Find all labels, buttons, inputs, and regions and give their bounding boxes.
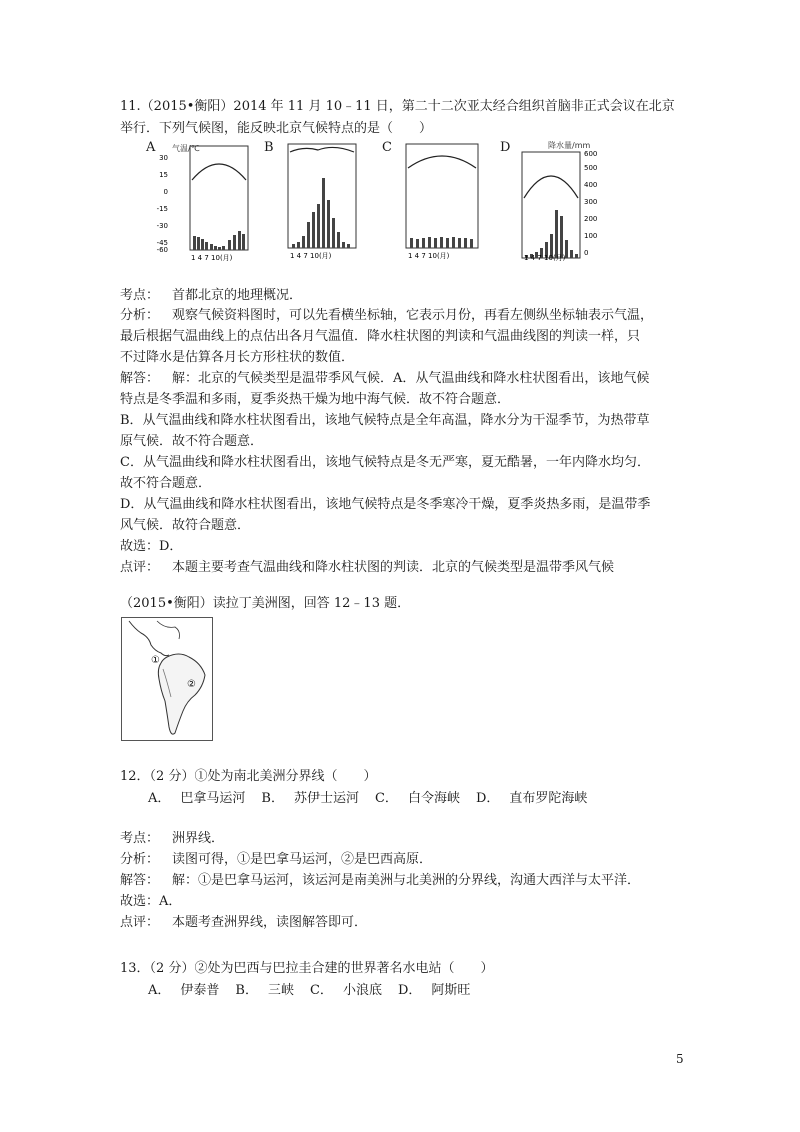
- chart-d-ytick: 300: [584, 198, 598, 206]
- q13-option-b-letter: B．: [235, 983, 258, 998]
- chart-d-ytick: 100: [584, 232, 598, 240]
- climate-chart-c-graphic: [382, 140, 492, 262]
- q11-kaodian: [120, 288, 302, 304]
- q13-options: [148, 983, 486, 999]
- q11-jieda-line3: B．从气温曲线和降水柱状图看出，该地气候特点是全年高温，降水分为干湿季节，为热带草: [120, 413, 650, 428]
- climate-chart-d: [500, 140, 612, 262]
- chart-d-ytick: 200: [584, 215, 598, 223]
- kaodian-label: 考点：: [120, 288, 160, 303]
- fenxi-text: 观察气候资料图时，可以先看横坐标轴，它表示月份，再看左侧纵坐标轴表示气温，: [172, 308, 654, 323]
- dianping-label: 点评：: [120, 560, 160, 575]
- q12-option-b[interactable]: [261, 791, 359, 807]
- chart-b-bars: [292, 178, 350, 248]
- q11-fenxi-line3: 不过降水是估算各月长方形柱状的数值．: [120, 350, 355, 365]
- option-letter-d: D: [500, 140, 511, 155]
- q12-option-b-text: 苏伊士运河: [293, 791, 359, 806]
- climate-chart-c: [382, 140, 492, 262]
- fenxi-label: 分析：: [120, 852, 160, 867]
- q12-options: [148, 791, 603, 807]
- q12-option-d-letter: D．: [475, 791, 500, 806]
- chart-d-ytick: 600: [584, 150, 598, 158]
- option-letter-c: C: [382, 140, 392, 155]
- kaodian-text: 洲界线．: [172, 831, 225, 846]
- chart-a-ytick: 15: [159, 171, 168, 179]
- q12-option-d-text: 直布罗陀海峡: [509, 791, 588, 806]
- q12-option-b-letter: B．: [261, 791, 284, 806]
- climate-chart-b-graphic: [264, 140, 372, 262]
- kaodian-label: 考点：: [120, 831, 160, 846]
- q12-option-a-letter: A．: [148, 791, 171, 806]
- chart-a-ytick: 0: [163, 188, 168, 196]
- chart-a-ylabel: 气温/℃: [172, 144, 200, 153]
- chart-d-ytick: 400: [584, 181, 598, 189]
- q12-dianping: [120, 915, 367, 931]
- q12-jieda: [120, 873, 640, 889]
- map-label-1: ①: [151, 655, 160, 666]
- q12-option-d[interactable]: [476, 791, 587, 807]
- q13-option-b[interactable]: [235, 983, 294, 999]
- q11-jieda-line6: 故不符合题意．: [120, 476, 212, 491]
- climate-chart-a-graphic: [146, 140, 258, 262]
- chart-a-ytick: -60: [156, 246, 168, 254]
- dianping-text: 本题主要考查气温曲线和降水柱状图的判读．北京的气候类型是温带季风气候: [172, 560, 615, 575]
- q11-jieda-line5: C．从气温曲线和降水柱状图看出，该地气候特点是冬无严寒，夏无酷暑，一年内降水均匀．: [120, 455, 650, 470]
- q12-answer: 故选：A．: [120, 894, 182, 909]
- q11-jieda-line8: 风气候．故符合题意．: [120, 518, 251, 533]
- q13-option-d-letter: D．: [397, 983, 422, 998]
- chart-d-ytick: 0: [584, 249, 589, 257]
- q11-jieda-line1: [120, 371, 649, 387]
- q12-fenxi: [120, 852, 432, 868]
- q13-option-c[interactable]: [310, 983, 382, 999]
- q13-stem: 13．（2 分）②处为巴西与巴拉圭合建的世界著名水电站（ ）: [120, 961, 494, 976]
- chart-c-bars: [410, 237, 473, 248]
- jieda-text: 解：①是巴拿马运河，该运河是南美洲与北美洲的分界线，沟通大西洋与太平洋．: [172, 873, 641, 888]
- chart-a-bars: [193, 231, 245, 250]
- q12-option-c-text: 白令海峡: [407, 791, 460, 806]
- kaodian-text: 首都北京的地理概况．: [172, 288, 303, 303]
- q11-fenxi-line2: 最后根据气温曲线上的点估出各月气温值．降水柱状图的判读和气温曲线图的判读一样，只: [120, 329, 641, 344]
- q12-option-a-text: 巴拿马运河: [180, 791, 246, 806]
- q12-option-c[interactable]: [375, 791, 460, 807]
- q13-option-a[interactable]: [148, 983, 219, 999]
- q11-answer: 故选：D．: [120, 539, 183, 554]
- q13-option-d[interactable]: [398, 983, 470, 999]
- chart-b-xticks: 1 4 7 10(月): [290, 252, 332, 260]
- q11-jieda-line7: D．从气温曲线和降水柱状图看出，该地气候特点是冬季寒冷干燥，夏季炎热多雨，是温带季: [120, 497, 651, 512]
- dianping-label: 点评：: [120, 915, 160, 930]
- q12-kaodian: [120, 831, 224, 847]
- q13-option-a-letter: A．: [148, 983, 171, 998]
- q12-option-a[interactable]: [148, 791, 245, 807]
- chart-d-ytick: 500: [584, 164, 598, 172]
- latin-america-map: [121, 617, 213, 741]
- chart-a-ytick: -45: [156, 239, 168, 247]
- q12-stem: 12．（2 分）①处为南北美洲分界线（ ）: [120, 769, 377, 784]
- chart-a-ytick: -15: [156, 205, 168, 213]
- chart-d-xticks: 1 4 7 10(月): [524, 254, 566, 262]
- fenxi-text: 读图可得，①是巴拿马运河，②是巴西高原．: [172, 852, 433, 867]
- fenxi-label: 分析：: [120, 308, 160, 323]
- chart-a-xticks: 1 4 7 10(月): [191, 254, 233, 262]
- q11-stem-line1: 11.（2015•衡阳）2014 年 11 月 10﹣11 日，第二十二次亚太经合组织首脑非正式会议在北京: [120, 99, 675, 114]
- q11-fenxi-line1: [120, 308, 653, 324]
- climate-chart-d-graphic: [500, 140, 612, 262]
- jieda-label: 解答：: [120, 371, 160, 386]
- q11-jieda-line2: 特点是冬季温和多雨，夏季炎热干燥为地中海气候．故不符合题意．: [120, 392, 511, 407]
- climate-chart-a: [146, 140, 258, 262]
- q12-13-intro: （2015•衡阳）读拉丁美洲图，回答 12﹣13 题．: [120, 596, 411, 611]
- option-letter-a: A: [146, 140, 156, 155]
- q12-option-c-letter: C．: [374, 791, 398, 806]
- chart-c-xticks: 1 4 7 10(月): [408, 252, 450, 260]
- option-letter-b: B: [264, 140, 274, 155]
- q13-option-a-text: 伊泰普: [180, 983, 220, 998]
- q11-stem-line2: 举行．下列气候图，能反映北京气候特点的是（ ）: [120, 121, 433, 136]
- chart-a-ytick: -30: [156, 222, 168, 230]
- page-number: 5: [676, 1052, 684, 1066]
- chart-d-bars: [525, 210, 578, 258]
- q13-option-c-letter: C．: [309, 983, 333, 998]
- jieda-label: 解答：: [120, 873, 160, 888]
- chart-d-ylabel: 降水量/mm: [548, 141, 591, 150]
- jieda-text: 解：北京的气候类型是温带季风气候．A．从气温曲线和降水柱状图看出，该地气候: [172, 371, 650, 386]
- map-label-2: ②: [187, 679, 196, 690]
- q11-jieda-line4: 原气候．故不符合题意．: [120, 434, 264, 449]
- q13-option-d-text: 阿斯旺: [431, 983, 471, 998]
- q13-option-b-text: 三峡: [267, 983, 294, 998]
- chart-a-ytick: 30: [159, 154, 168, 162]
- q13-option-c-text: 小浪底: [342, 983, 382, 998]
- dianping-text: 本题考查洲界线，读图解答即可．: [172, 915, 368, 930]
- q11-dianping: [120, 560, 614, 576]
- climate-chart-b: [264, 140, 372, 262]
- latin-america-map-graphic: [121, 617, 213, 741]
